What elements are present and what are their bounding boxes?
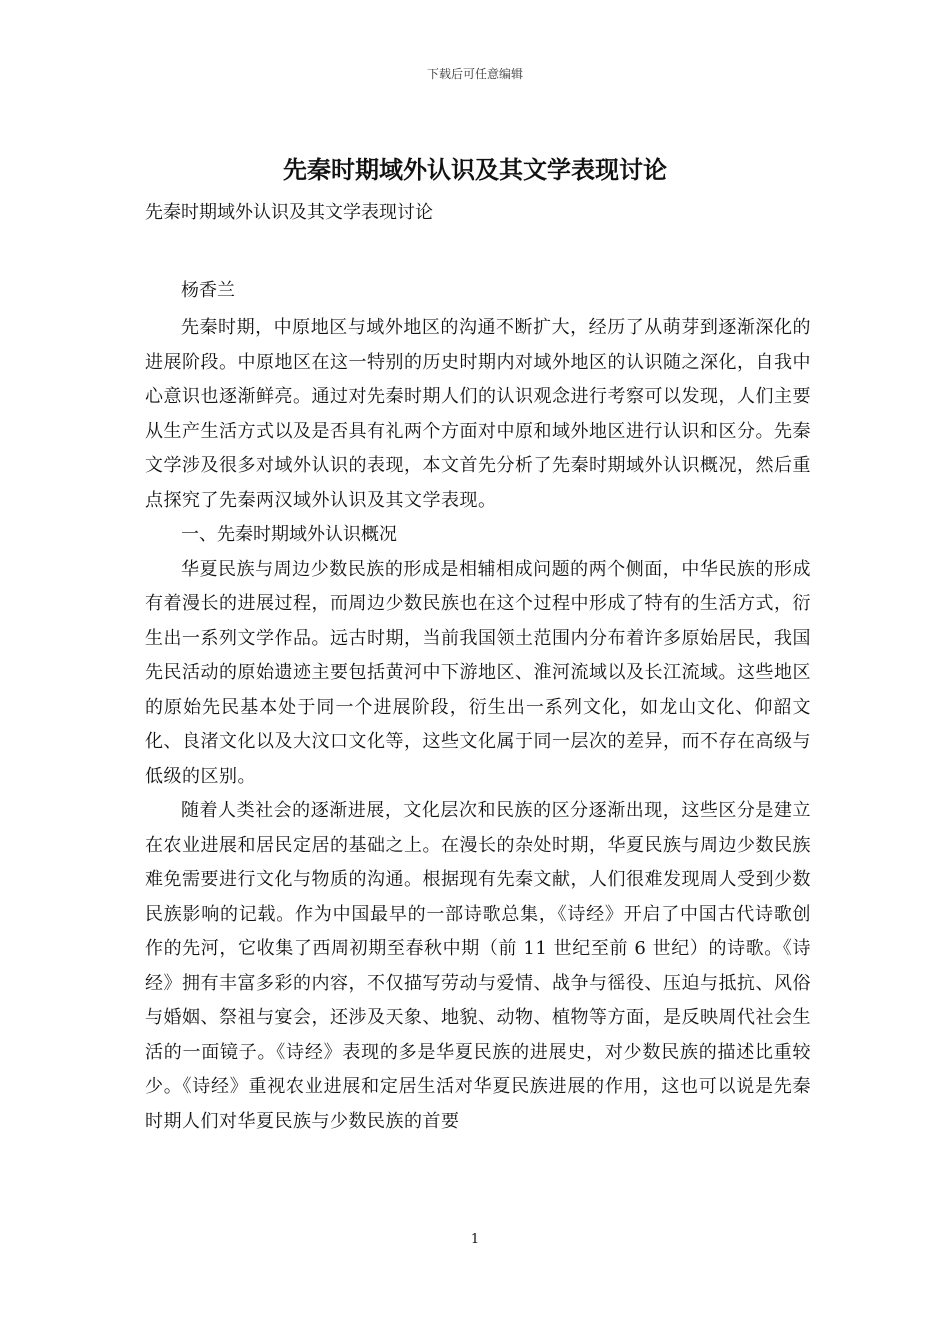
author-name: 杨香兰: [181, 280, 235, 301]
paragraph-abstract: 先秦时期，中原地区与域外地区的沟通不断扩大，经历了从萌芽到逐渐深化的进展阶段。中原地区在这一特别的历史时期内对域外地区的认识随之深化，自我中心意识也逐渐鲜亮。通过对先秦时期人们的认识观念进行考察可以发现，人们主要从生产生活方式以及是否具有礼两个方面对中原和域外地区进行认识和区分。先秦文学涉及很多对域外认识的表现，本文首先分析了先秦时期域外认识概况，然后重点探究了先秦两汉域外认识及其文学表现。: [145, 317, 811, 511]
paragraph-body: 华夏民族与周边少数民族的形成是相辅相成问题的两个侧面，中华民族的形成有着漫长的进展过程，而周边少数民族也在这个过程中形成了特有的生活方式，衍生出一系列文学作品。远古时期，当前我国领土范围内分布着许多原始居民，我国先民活动的原始遗迹主要包括黄河中下游地区、淮河流域以及长江流域。这些地区的原始先民基本处于同一个进展阶段，衍生出一系列文化，如龙山文化、仰韶文化、良渚文化以及大汶口文化等，这些文化属于同一层次的差异，而不存在高级与低级的区别。: [145, 558, 811, 787]
section-heading: 一、先秦时期域外认识概况: [181, 524, 397, 545]
document-subtitle: 先秦时期域外认识及其文学表现讨论: [145, 202, 433, 223]
paragraph-body: 随着人类社会的逐渐进展，文化层次和民族的区分逐渐出现，这些区分是建立在农业进展和居民定居的基础之上。在漫长的杂处时期，华夏民族与周边少数民族难免需要进行文化与物质的沟通。根据现有先秦文献，人们很难发现周人受到少数民族影响的记载。作为中国最早的一部诗歌总集，《诗经》开启了中国古代诗歌创作的先河，它收集了西周初期至春秋中期（前 11 世纪至前 6 世纪）的诗歌。《诗经》拥有丰富多彩的内容，不仅描写劳动与爱情、战争与徭役、压迫与抵抗、风俗与婚姻、祭祖与宴会，还涉及天象、地貌、动物、植物等方面，是反映周代社会生活的一面镜子。《诗经》表现的多是华夏民族的进展史，对少数民族的描述比重较少。《诗经》重视农业进展和定居生活对华夏民族进展的作用，这也可以说是先秦时期人们对华夏民族与少数民族的首要: [145, 800, 811, 1132]
document-title: 先秦时期域外认识及其文学表现讨论: [283, 155, 667, 184]
document-body: [145, 311, 811, 1139]
page-number: 1: [470, 1232, 480, 1247]
header-note: 下载后可任意编辑: [426, 67, 523, 81]
